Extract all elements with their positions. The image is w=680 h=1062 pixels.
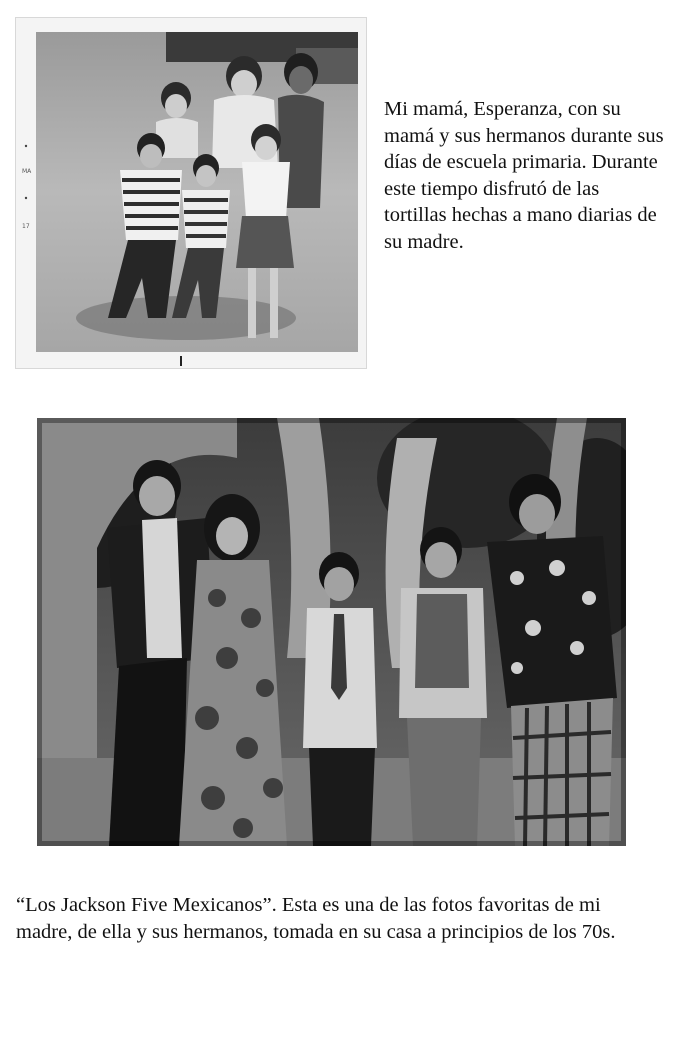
caption-top: Mi mamá, Esperanza, con su mamá y sus hermanos durante sus días de escuela primaria. Durante este tiempo disfrutó de las tortillas hechas a mano diarias de su madre. (384, 98, 664, 253)
siblings-group-photo (37, 418, 626, 846)
svg-text:17: 17 (22, 223, 30, 230)
family-photo-mother-and-children (16, 18, 366, 368)
caption-bottom: “Los Jackson Five Mexicanos”. Esta es una de las fotos favoritas de mi madre, de ella y sus hermanos, tomada en su casa a principios de los 70s. (16, 894, 616, 943)
svg-text:MA: MA (22, 168, 32, 175)
